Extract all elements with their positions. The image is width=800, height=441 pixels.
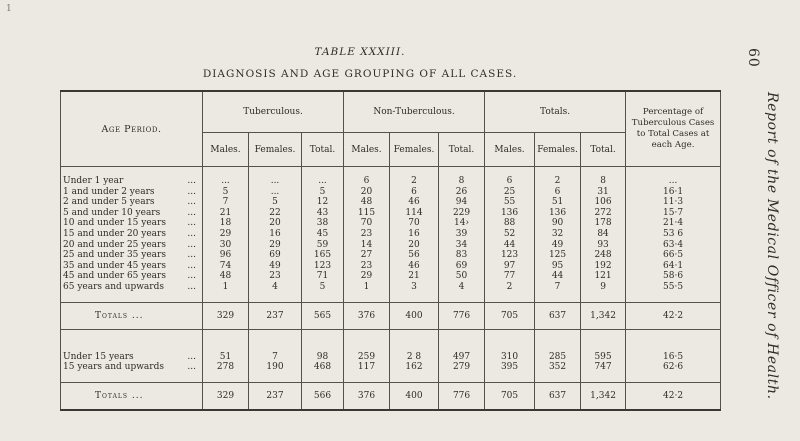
value-cell: 94 [439,197,485,208]
percentage-cell: ... [626,176,721,187]
spacer-cell [203,373,249,383]
value-cell: 23 [344,261,390,272]
totals-row [61,309,721,323]
spacer-cell [61,167,203,177]
age-period-cell [61,362,203,373]
spacer-cell [302,403,344,410]
males-header: Males. [485,133,535,167]
value-cell: 1 [344,282,390,293]
value-cell: 705 [485,309,535,323]
spacer-row [61,329,721,352]
value-cell: 776 [439,389,485,403]
value-cell: 77 [485,271,535,282]
value-cell: 51 [203,352,249,363]
spacer-cell [302,329,344,352]
value-cell: 50 [439,271,485,282]
value-cell: 7 [535,282,581,293]
value-cell: 6 [535,187,581,198]
age-period-cell [61,261,203,272]
page-number: 60 [745,48,761,68]
spacer-cell [249,373,302,383]
value-cell: 468 [302,362,344,373]
row-label: Totals ... [95,310,144,321]
value-cell: 29 [203,229,249,240]
running-title: Report of the Medical Officer of Health. [764,92,780,400]
value-cell: 2 [485,282,535,293]
value-cell: ... [249,187,302,198]
value-cell: 44 [485,240,535,251]
spacer-cell [535,403,581,410]
leader-dots: ... [187,351,196,362]
spacer-cell [390,167,439,177]
spacer-cell [344,167,390,177]
table-row [61,229,721,240]
value-cell: 9 [581,282,626,293]
leader-dots: ... [187,260,196,271]
spacer-cell [61,329,203,352]
percentage-cell: 55·5 [626,282,721,293]
row-label: 25 and under 35 years [63,250,166,261]
value-cell: 43 [302,208,344,219]
spacer-cell [302,293,344,303]
spacer-cell [581,373,626,383]
leader-dots: ... [187,186,196,197]
value-cell: 69 [249,250,302,261]
value-cell: 136 [485,208,535,219]
leader-dots: ... [187,218,196,229]
percentage-cell: 15·7 [626,208,721,219]
age-period-cell [61,250,203,261]
value-cell: 49 [249,261,302,272]
totals-label [61,309,203,323]
value-cell: ... [249,176,302,187]
value-cell: 46 [390,197,439,208]
spacer-row [61,373,721,383]
spacer-cell [439,167,485,177]
value-cell: 12 [302,197,344,208]
value-cell: 329 [203,309,249,323]
value-cell: 98 [302,352,344,363]
value-cell: 5 [302,187,344,198]
value-cell: 285 [535,352,581,363]
value-cell: 55 [485,197,535,208]
spacer-cell [485,293,535,303]
age-period-cell [61,271,203,282]
value-cell: 352 [535,362,581,373]
females-header: Females. [249,133,302,167]
value-cell: 22 [249,208,302,219]
value-cell: 1,342 [581,309,626,323]
value-cell: 115 [344,208,390,219]
spacer-cell [439,403,485,410]
spacer-cell [626,373,721,383]
value-cell: 30 [203,240,249,251]
value-cell: 2 8 [390,352,439,363]
spacer-row [61,403,721,410]
spacer-cell [485,403,535,410]
value-cell: 125 [535,250,581,261]
spacer-cell [344,373,390,383]
age-period-cell [61,187,203,198]
value-cell: 6 [485,176,535,187]
value-cell: 48 [344,197,390,208]
value-cell: 4 [439,282,485,293]
value-cell: 259 [344,352,390,363]
value-cell: 7 [203,197,249,208]
value-cell: 376 [344,309,390,323]
value-cell: 565 [302,309,344,323]
age-period-cell [61,352,203,363]
spacer-cell [626,293,721,303]
leader-dots: ... [187,250,196,261]
spacer-cell [485,373,535,383]
table-row [61,197,721,208]
value-cell: 69 [439,261,485,272]
spacer-cell [390,329,439,352]
spacer-cell [626,403,721,410]
value-cell: 248 [581,250,626,261]
row-label: Under 1 year [63,176,124,186]
percentage-cell: 16·1 [626,187,721,198]
value-cell: 52 [485,229,535,240]
table-title: TABLE XXXIII. [314,46,406,58]
value-cell: 272 [581,208,626,219]
value-cell: 14 [344,240,390,251]
row-label: 65 years and upwards [63,281,164,292]
table-row [61,208,721,219]
value-cell: 96 [203,250,249,261]
totals-label [61,389,203,403]
spacer-cell [61,293,203,303]
value-cell: 497 [439,352,485,363]
age-period-cell [61,208,203,219]
percentage-cell: 58·6 [626,271,721,282]
spacer-cell [203,167,249,177]
spacer-cell [535,293,581,303]
spacer-cell [249,329,302,352]
spacer-cell [581,329,626,352]
table-row [61,362,721,373]
table-row [61,240,721,251]
age-period-cell [61,229,203,240]
value-cell: 329 [203,389,249,403]
row-label: Totals ... [95,390,144,401]
value-cell: 31 [581,187,626,198]
value-cell: ... [302,176,344,187]
value-cell: 14› [439,218,485,229]
leader-dots: ... [187,197,196,208]
age-period-cell [61,197,203,208]
percentage-cell: 21·4 [626,218,721,229]
spacer-cell [439,373,485,383]
value-cell: 5 [203,187,249,198]
value-cell: 637 [535,309,581,323]
value-cell: 48 [203,271,249,282]
value-cell: 21 [390,271,439,282]
leader-dots: ... [187,228,196,239]
value-cell: 3 [390,282,439,293]
value-cell: 71 [302,271,344,282]
value-cell: 95 [535,261,581,272]
spacer-cell [390,403,439,410]
leader-dots: ... [187,207,196,218]
percentage-header: Percentage of Tuberculous Cases to Total Cases at each Age. [626,91,721,167]
row-label: 20 and under 25 years [63,239,166,250]
males-header: Males. [203,133,249,167]
value-cell: 136 [535,208,581,219]
value-cell: 20 [249,218,302,229]
spacer-cell [581,403,626,410]
age-period-cell [61,282,203,293]
spacer-cell [535,373,581,383]
value-cell: 6 [390,187,439,198]
value-cell: 93 [581,240,626,251]
value-cell: 278 [203,362,249,373]
value-cell: ... [203,176,249,187]
table-row [61,176,721,187]
value-cell: 5 [302,282,344,293]
value-cell: 88 [485,218,535,229]
value-cell: 237 [249,389,302,403]
value-cell: 70 [344,218,390,229]
value-cell: 376 [344,389,390,403]
value-cell: 74 [203,261,249,272]
value-cell: 178 [581,218,626,229]
percentage-cell: 11·3 [626,197,721,208]
value-cell: 400 [390,309,439,323]
table-subtitle: DIAGNOSIS AND AGE GROUPING OF ALL CASES. [202,68,518,80]
age-period-cell [61,176,203,187]
spacer-cell [485,329,535,352]
spacer-cell [249,293,302,303]
value-cell: 44 [535,271,581,282]
spacer-cell [203,293,249,303]
value-cell: 237 [249,309,302,323]
spacer-cell [581,167,626,177]
spacer-cell [61,373,203,383]
row-label: Under 15 years [63,351,134,362]
spacer-cell [390,293,439,303]
spacer-row [61,293,721,303]
value-cell: 7 [249,352,302,363]
spacer-cell [344,403,390,410]
spacer-cell [203,403,249,410]
value-cell: 1 [203,282,249,293]
totals-row [61,389,721,403]
value-cell: 59 [302,240,344,251]
value-cell: 18 [203,218,249,229]
percentage-cell: 66·5 [626,250,721,261]
page-mark: 1 [6,4,12,14]
diagnosis-age-table [60,90,721,411]
value-cell: 21 [203,208,249,219]
row-label: 15 and under 20 years [63,228,166,239]
value-cell: 51 [535,197,581,208]
value-cell: 84 [581,229,626,240]
value-cell: 229 [439,208,485,219]
spacer-cell [344,329,390,352]
value-cell: 117 [344,362,390,373]
table-body [61,167,721,410]
value-cell: 83 [439,250,485,261]
value-cell: 27 [344,250,390,261]
value-cell: 4 [249,282,302,293]
spacer-cell [485,167,535,177]
non-tuberculous-header: Non-Tuberculous. [344,91,485,133]
percentage-cell: 42·2 [626,389,721,403]
percentage-cell: 63·4 [626,240,721,251]
value-cell: 121 [581,271,626,282]
value-cell: 123 [302,261,344,272]
totals-header: Totals. [485,91,626,133]
value-cell: 49 [535,240,581,251]
value-cell: 2 [390,176,439,187]
value-cell: 192 [581,261,626,272]
spacer-cell [203,329,249,352]
row-label: 45 and under 65 years [63,271,166,282]
percentage-cell: 62·6 [626,362,721,373]
row-label: 5 and under 10 years [63,207,161,218]
percentage-cell: 64·1 [626,261,721,272]
value-cell: 20 [390,240,439,251]
value-cell: 16 [390,229,439,240]
spacer-cell [249,167,302,177]
value-cell: 310 [485,352,535,363]
spacer-cell [581,293,626,303]
leader-dots: ... [187,271,196,282]
spacer-cell [302,373,344,383]
value-cell: 39 [439,229,485,240]
males-header: Males. [344,133,390,167]
value-cell: 90 [535,218,581,229]
tuberculous-header: Tuberculous. [203,91,344,133]
spacer-cell [390,373,439,383]
value-cell: 8 [439,176,485,187]
value-cell: 114 [390,208,439,219]
spacer-cell [626,167,721,177]
row-label: 35 and under 45 years [63,260,166,271]
value-cell: 6 [344,176,390,187]
spacer-cell [626,329,721,352]
leader-dots: ... [187,176,196,186]
value-cell: 705 [485,389,535,403]
value-cell: 8 [581,176,626,187]
leader-dots: ... [187,281,196,292]
total-header: Total. [439,133,485,167]
females-header: Females. [390,133,439,167]
spacer-cell [344,293,390,303]
spacer-cell [61,403,203,410]
age-period-cell [61,218,203,229]
value-cell: 395 [485,362,535,373]
value-cell: 279 [439,362,485,373]
value-cell: 595 [581,352,626,363]
total-header: Total. [302,133,344,167]
value-cell: 2 [535,176,581,187]
value-cell: 34 [439,240,485,251]
value-cell: 566 [302,389,344,403]
row-label: 2 and under 5 years [63,197,155,208]
value-cell: 23 [344,229,390,240]
value-cell: 106 [581,197,626,208]
value-cell: 123 [485,250,535,261]
value-cell: 45 [302,229,344,240]
value-cell: 165 [302,250,344,261]
value-cell: 29 [344,271,390,282]
value-cell: 637 [535,389,581,403]
table-row [61,250,721,261]
table-row [61,352,721,363]
value-cell: 20 [344,187,390,198]
spacer-cell [249,403,302,410]
value-cell: 776 [439,309,485,323]
spacer-cell [439,293,485,303]
value-cell: 5 [249,197,302,208]
spacer-cell [535,167,581,177]
spacer-row [61,167,721,177]
value-cell: 29 [249,240,302,251]
value-cell: 400 [390,389,439,403]
value-cell: 747 [581,362,626,373]
value-cell: 26 [439,187,485,198]
table-row [61,218,721,229]
value-cell: 23 [249,271,302,282]
data-table-container [60,90,720,411]
value-cell: 38 [302,218,344,229]
row-label: 10 and under 15 years [63,218,166,229]
age-period-header: Age Period. [61,91,203,167]
total-header: Total. [581,133,626,167]
table-row [61,271,721,282]
table-row [61,187,721,198]
value-cell: 70 [390,218,439,229]
percentage-cell: 42·2 [626,309,721,323]
row-label: 1 and under 2 years [63,186,155,197]
value-cell: 162 [390,362,439,373]
age-period-cell [61,240,203,251]
table-row [61,282,721,293]
value-cell: 1,342 [581,389,626,403]
percentage-cell: 16·5 [626,352,721,363]
spacer-cell [439,329,485,352]
spacer-cell [535,329,581,352]
value-cell: 190 [249,362,302,373]
value-cell: 46 [390,261,439,272]
row-label: 15 years and upwards [63,362,164,373]
value-cell: 16 [249,229,302,240]
value-cell: 56 [390,250,439,261]
females-header: Females. [535,133,581,167]
percentage-cell: 53 6 [626,229,721,240]
value-cell: 32 [535,229,581,240]
leader-dots: ... [187,362,196,373]
leader-dots: ... [187,239,196,250]
value-cell: 25 [485,187,535,198]
table-row [61,261,721,272]
spacer-cell [302,167,344,177]
value-cell: 97 [485,261,535,272]
